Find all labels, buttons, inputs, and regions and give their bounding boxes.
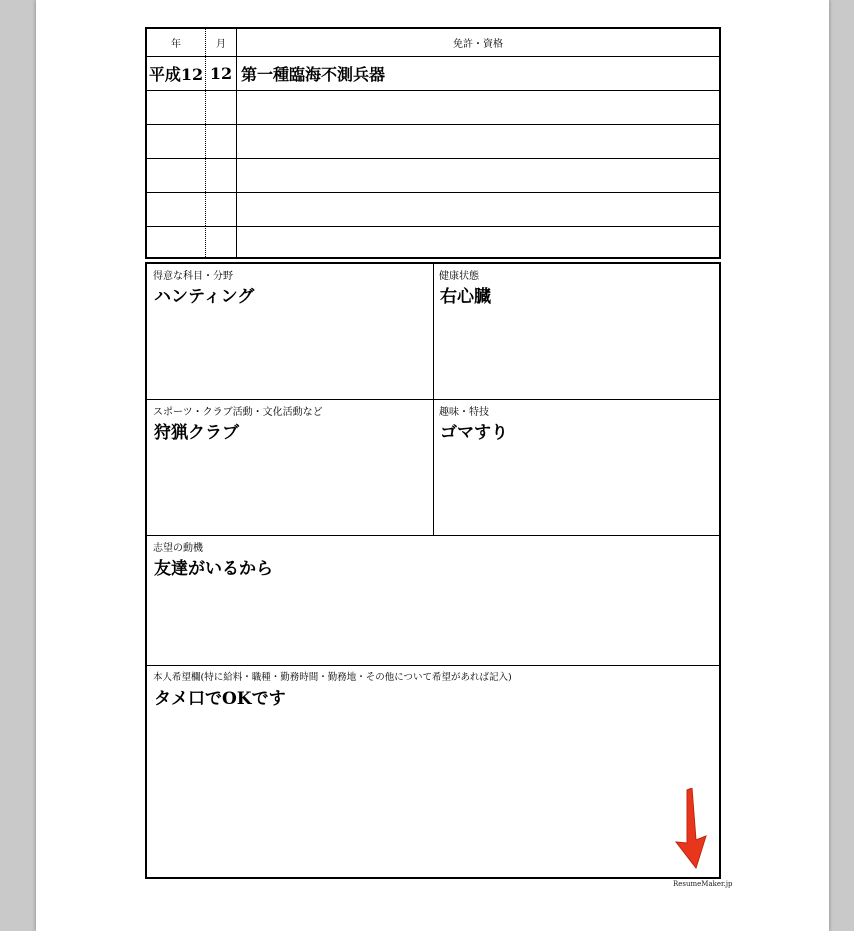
month-cell[interactable] bbox=[206, 124, 237, 158]
license-table bbox=[145, 27, 721, 259]
month-cell[interactable]: 12 bbox=[206, 56, 237, 90]
license-header-row bbox=[147, 29, 719, 57]
favorite-subject-value[interactable]: ハンティング bbox=[154, 287, 255, 307]
table-row bbox=[147, 192, 719, 227]
favorite-subject-cell[interactable] bbox=[147, 264, 433, 399]
year-cell[interactable] bbox=[147, 226, 206, 257]
license-cell[interactable] bbox=[237, 124, 719, 158]
health-cell[interactable] bbox=[433, 264, 719, 399]
table-row bbox=[147, 90, 719, 125]
year-header: 年 bbox=[147, 29, 206, 56]
table-row bbox=[147, 226, 719, 257]
license-cell[interactable]: 第一種臨海不測兵器 bbox=[241, 64, 386, 84]
requests-value[interactable]: タメ口でOKです bbox=[154, 689, 286, 709]
requests-label: 本人希望欄(特に給料・職種・勤務時間・勤務地・その他について希望があれば記入) bbox=[153, 672, 512, 683]
activities-value[interactable]: 狩猟クラブ bbox=[154, 423, 239, 443]
year-cell[interactable] bbox=[147, 90, 206, 124]
license-cell[interactable] bbox=[237, 226, 719, 257]
table-row bbox=[147, 158, 719, 193]
motivation-value[interactable]: 友達がいるから bbox=[154, 559, 273, 579]
hobbies-value[interactable]: ゴマすり bbox=[440, 423, 508, 443]
favorite-subject-label: 得意な科目・分野 bbox=[153, 271, 233, 282]
health-label: 健康状態 bbox=[439, 271, 479, 282]
month-cell[interactable] bbox=[206, 158, 237, 192]
year-cell[interactable] bbox=[147, 124, 206, 158]
arrow-down-icon bbox=[674, 788, 710, 870]
license-cell[interactable] bbox=[237, 158, 719, 192]
year-cell[interactable] bbox=[147, 158, 206, 192]
hobbies-cell[interactable] bbox=[433, 400, 719, 535]
footer-credit: ResumeMaker.jp bbox=[673, 880, 733, 888]
health-value[interactable]: 右心臓 bbox=[440, 287, 491, 307]
month-cell[interactable] bbox=[206, 192, 237, 226]
license-cell[interactable] bbox=[237, 90, 719, 124]
hobbies-label: 趣味・特技 bbox=[439, 407, 489, 418]
year-cell[interactable] bbox=[147, 192, 206, 226]
profile-sections bbox=[145, 262, 721, 879]
month-cell[interactable] bbox=[206, 226, 237, 257]
month-header: 月 bbox=[206, 29, 237, 56]
license-cell[interactable] bbox=[237, 192, 719, 226]
license-header: 免許・資格 bbox=[453, 39, 503, 50]
motivation-label: 志望の動機 bbox=[153, 543, 203, 554]
motivation-cell[interactable] bbox=[147, 536, 719, 665]
activities-cell[interactable] bbox=[147, 400, 433, 535]
table-row bbox=[147, 56, 719, 91]
activities-label: スポーツ・クラブ活動・文化活動など bbox=[153, 407, 323, 418]
month-cell[interactable] bbox=[206, 90, 237, 124]
requests-cell[interactable] bbox=[147, 666, 719, 877]
table-row bbox=[147, 124, 719, 159]
year-cell[interactable]: 平成12 bbox=[147, 56, 206, 90]
